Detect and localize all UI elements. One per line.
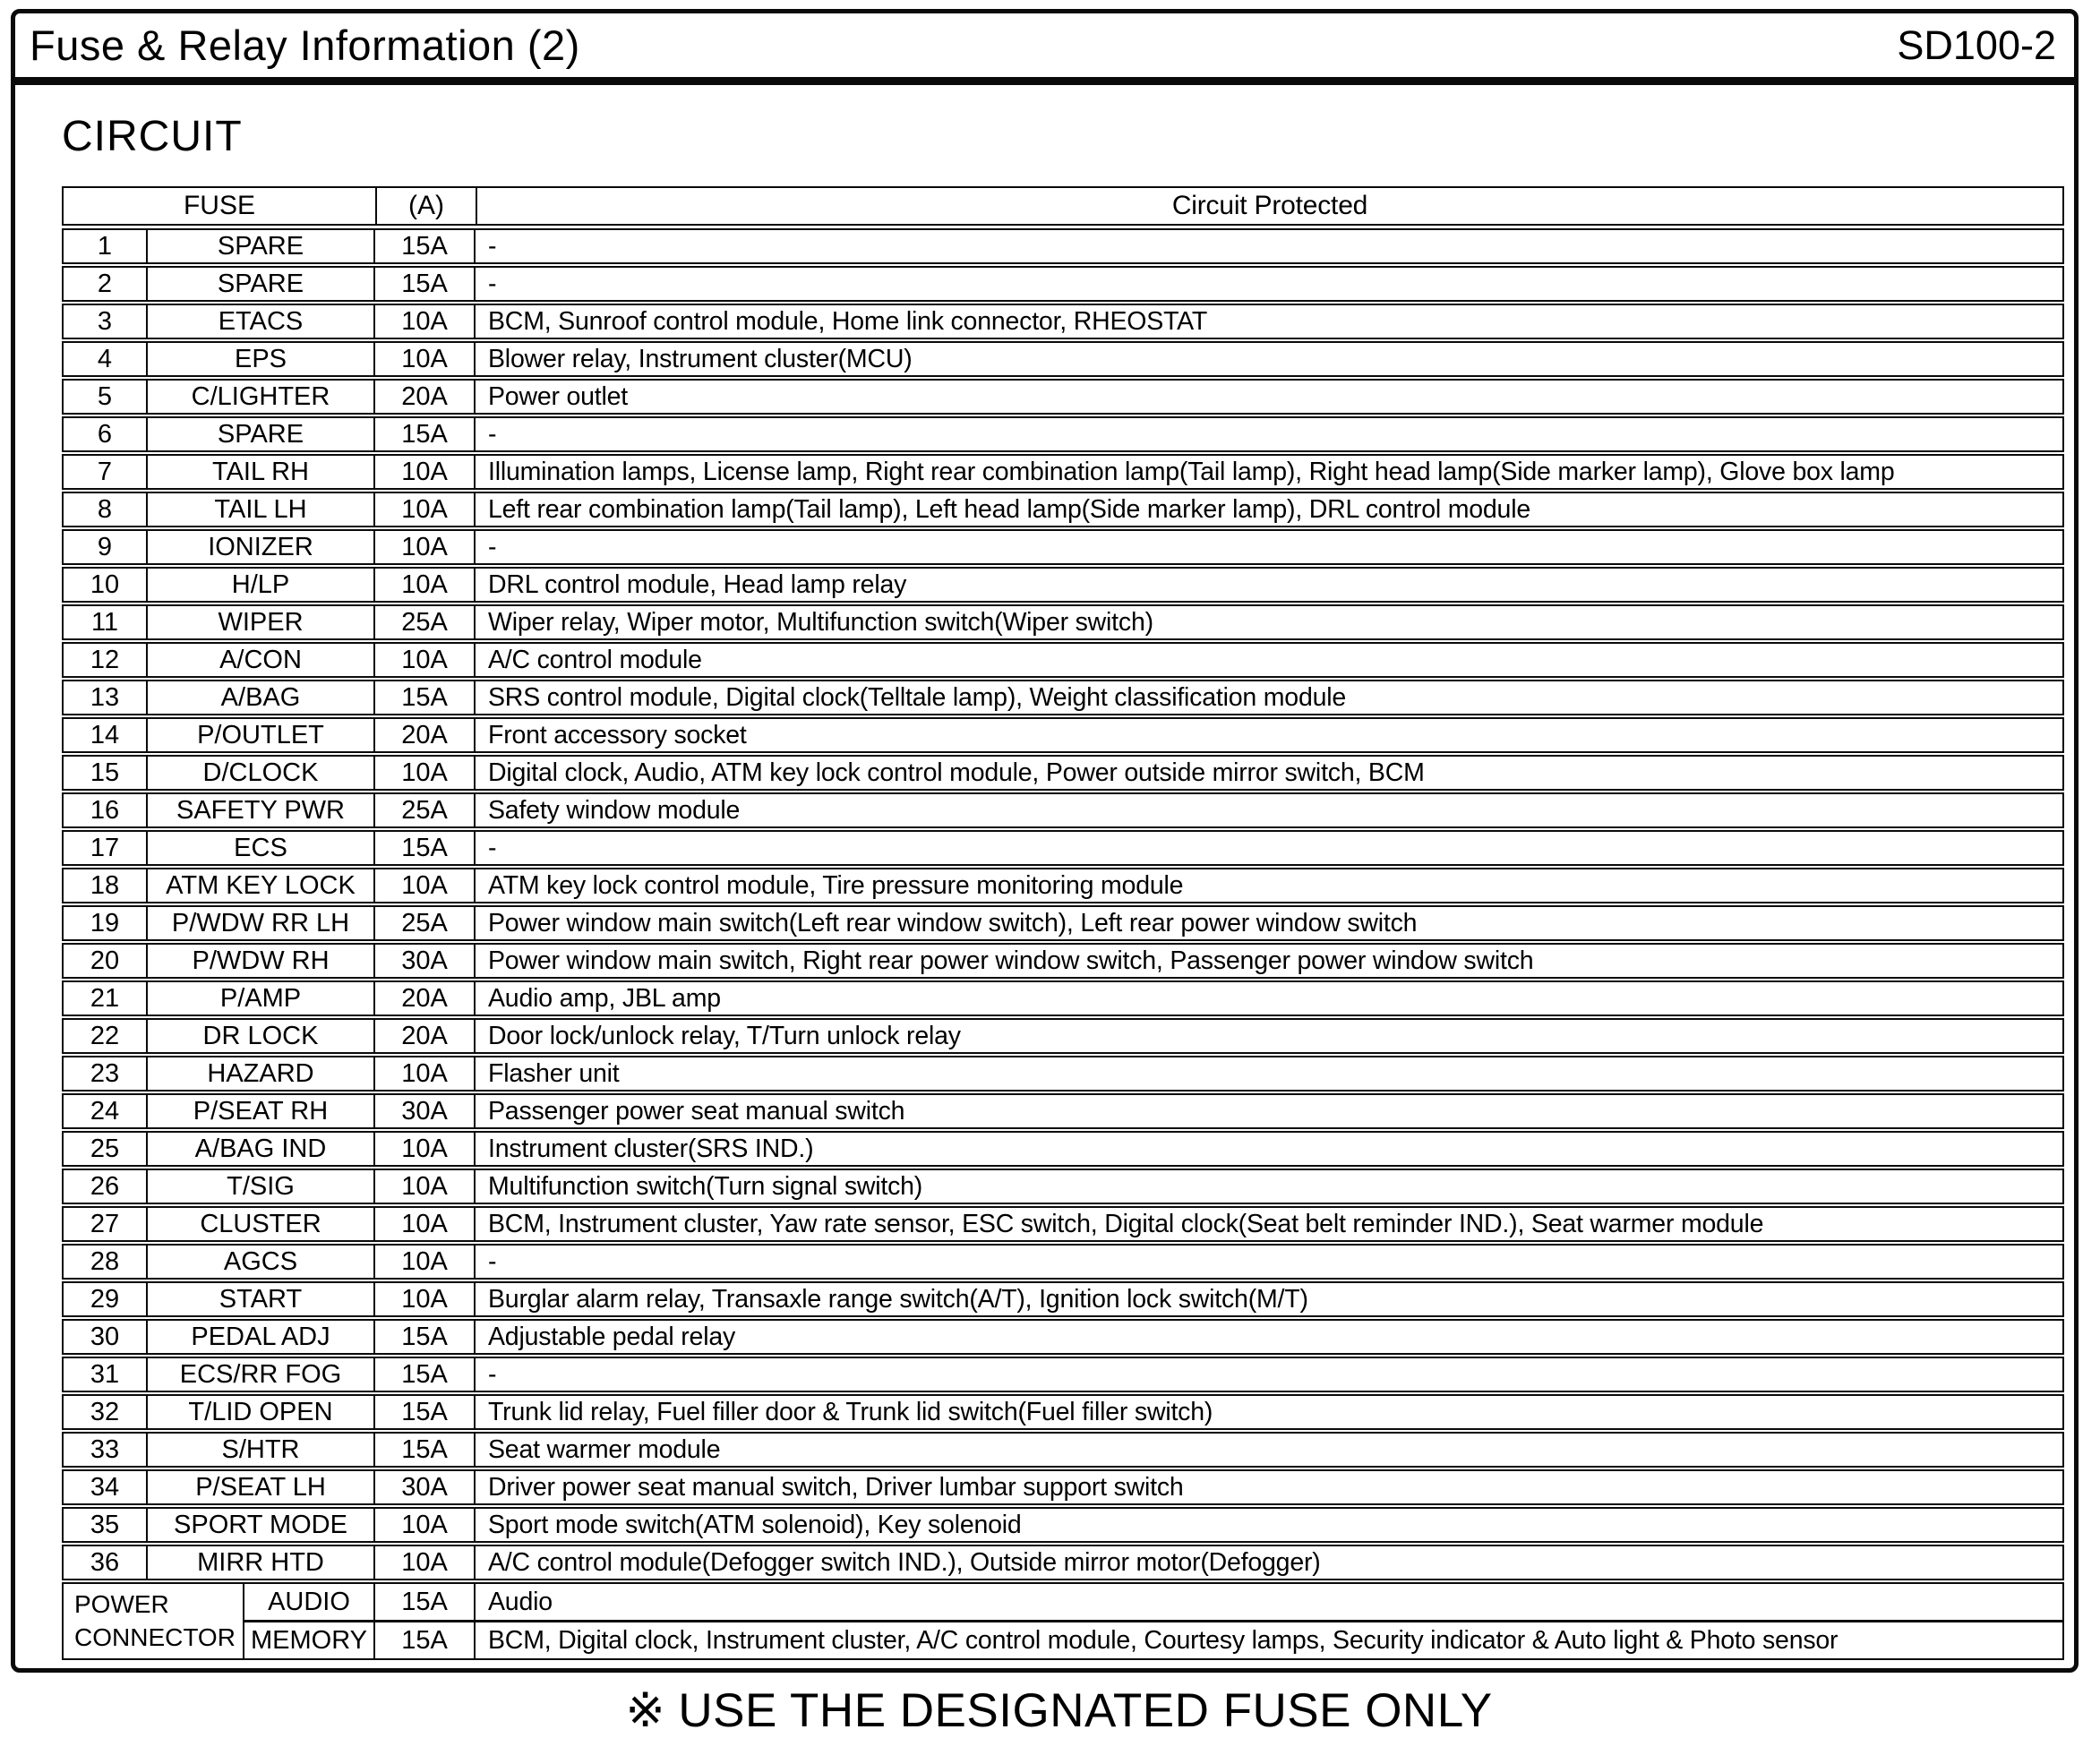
- fuse-amp-cell: 15A: [373, 1584, 474, 1620]
- page-title: Fuse & Relay Information (2): [30, 21, 580, 69]
- fuse-row-31: [62, 1357, 2064, 1392]
- fuse-number-cell: 1: [97, 231, 113, 261]
- fuse-amp-cell: 15A: [373, 230, 474, 262]
- title-bar: [15, 13, 2074, 85]
- fuse-circuit-cell: Audio: [474, 1584, 2062, 1620]
- fuse-row-23: [62, 1056, 2064, 1092]
- fuse-amp-cell: 10A: [373, 644, 474, 676]
- fuse-table: [62, 186, 2064, 1660]
- fuse-circuit-cell: -: [474, 531, 2062, 563]
- fuse-number-cell: 27: [90, 1209, 120, 1238]
- section-heading: CIRCUIT: [62, 113, 243, 160]
- fuse-number-cell: 15: [90, 758, 120, 787]
- fuse-name-cell: P/WDW RH: [146, 945, 373, 977]
- fuse-amp-cell: 10A: [373, 869, 474, 902]
- fuse-name-cell: DR LOCK: [146, 1020, 373, 1052]
- fuse-name-cell: IONIZER: [146, 531, 373, 563]
- fuse-name-cell: A/BAG IND: [146, 1133, 373, 1165]
- fuse-circuit-cell: Front accessory socket: [474, 719, 2062, 751]
- fuse-amp-cell: 10A: [373, 1246, 474, 1278]
- fuse-circuit-cell: Driver power seat manual switch, Driver lumbar support switch: [474, 1471, 2062, 1503]
- fuse-amp-cell: 30A: [373, 1471, 474, 1503]
- fuse-number-cell: 14: [90, 720, 120, 749]
- fuse-row-26: [62, 1169, 2064, 1204]
- fuse-amp-cell: 10A: [373, 343, 474, 375]
- fuse-circuit-cell: -: [474, 832, 2062, 864]
- fuse-number-cell: 4: [97, 344, 113, 373]
- fuse-circuit-cell: Audio amp, JBL amp: [474, 982, 2062, 1015]
- fuse-name-cell: AUDIO: [268, 1587, 350, 1616]
- fuse-circuit-cell: A/C control module(Defogger switch IND.), Outside mirror motor(Defogger): [474, 1546, 2062, 1579]
- fuse-row-32: [62, 1394, 2064, 1430]
- fuse-circuit-cell: Digital clock, Audio, ATM key lock control module, Power outside mirror switch, BCM: [474, 757, 2062, 789]
- fuse-number-cell: 30: [90, 1322, 120, 1351]
- fuse-amp-cell: 10A: [373, 305, 474, 338]
- fuse-number-cell: 33: [90, 1434, 120, 1464]
- fuse-amp-cell: 20A: [373, 381, 474, 413]
- fuse-number-cell: 23: [90, 1058, 120, 1088]
- fuse-number-cell: 5: [97, 381, 113, 411]
- header-amp: (A): [375, 188, 476, 224]
- fuse-row-21: [62, 980, 2064, 1016]
- fuse-amp-cell: 10A: [373, 1546, 474, 1579]
- fuse-name-cell: AGCS: [146, 1246, 373, 1278]
- fuse-circuit-cell: Safety window module: [474, 794, 2062, 826]
- fuse-amp-cell: 10A: [373, 1170, 474, 1203]
- fuse-amp-cell: 15A: [373, 1358, 474, 1391]
- fuse-row-35: [62, 1507, 2064, 1543]
- fuse-circuit-cell: BCM, Sunroof control module, Home link connector, RHEOSTAT: [474, 305, 2062, 338]
- fuse-amp-cell: 10A: [373, 531, 474, 563]
- fuse-circuit-cell: DRL control module, Head lamp relay: [474, 569, 2062, 601]
- fuse-row-9: [62, 529, 2064, 565]
- fuse-amp-cell: 10A: [373, 456, 474, 488]
- fuse-row-17: [62, 830, 2064, 866]
- fuse-name-cell: MIRR HTD: [146, 1546, 373, 1579]
- fuse-amp-cell: 15A: [373, 1622, 474, 1658]
- fuse-number-cell: 21: [90, 983, 120, 1013]
- fuse-amp-cell: 15A: [373, 268, 474, 300]
- fuse-circuit-cell: -: [474, 1358, 2062, 1391]
- fuse-row-6: [62, 416, 2064, 452]
- fuse-amp-cell: 15A: [373, 681, 474, 714]
- fuse-amp-cell: 10A: [373, 1133, 474, 1165]
- fuse-row-13: [62, 680, 2064, 715]
- fuse-name-cell: ECS: [146, 832, 373, 864]
- fuse-row-24: [62, 1093, 2064, 1129]
- doc-code: SD100-2: [1897, 21, 2056, 68]
- fuse-name-cell: A/CON: [146, 644, 373, 676]
- fuse-amp-cell: 10A: [373, 1283, 474, 1315]
- fuse-number-cell: 34: [90, 1472, 120, 1502]
- fuse-row-20: [62, 943, 2064, 979]
- fuse-number-cell: 20: [90, 946, 120, 975]
- fuse-name-cell: S/HTR: [146, 1434, 373, 1466]
- fuse-row-10: [62, 567, 2064, 603]
- fuse-amp-cell: 10A: [373, 757, 474, 789]
- fuse-row-1: [62, 228, 2064, 264]
- fuse-circuit-cell: BCM, Digital clock, Instrument cluster, A/C control module, Courtesy lamps, Security indicator & Auto light & Photo sensor: [474, 1622, 2062, 1658]
- fuse-circuit-cell: Instrument cluster(SRS IND.): [474, 1133, 2062, 1165]
- fuse-circuit-cell: Seat warmer module: [474, 1434, 2062, 1466]
- fuse-name-cell: SPARE: [146, 230, 373, 262]
- fuse-amp-cell: 30A: [373, 945, 474, 977]
- fuse-amp-cell: 25A: [373, 606, 474, 638]
- fuse-circuit-cell: A/C control module: [474, 644, 2062, 676]
- fuse-row-3: [62, 304, 2064, 339]
- fuse-number-cell: 10: [90, 569, 120, 599]
- fuse-amp-cell: 15A: [373, 1434, 474, 1466]
- fuse-name-cell: WIPER: [146, 606, 373, 638]
- fuse-circuit-cell: Wiper relay, Wiper motor, Multifunction switch(Wiper switch): [474, 606, 2062, 638]
- fuse-rows-container: [62, 228, 2064, 1580]
- table-header-row: [62, 186, 2064, 226]
- fuse-circuit-cell: Door lock/unlock relay, T/Turn unlock relay: [474, 1020, 2062, 1052]
- fuse-number-cell: 24: [90, 1096, 120, 1126]
- power-connector-block: [62, 1582, 2064, 1660]
- fuse-number-cell: 19: [90, 908, 120, 937]
- fuse-row-30: [62, 1319, 2064, 1355]
- fuse-number-cell: 6: [97, 419, 113, 449]
- fuse-circuit-cell: Illumination lamps, License lamp, Right rear combination lamp(Tail lamp), Right head lamp(Side marker lamp), Glove box lamp: [474, 456, 2062, 488]
- fuse-number-cell: 36: [90, 1547, 120, 1577]
- fuse-circuit-cell: Sport mode switch(ATM solenoid), Key solenoid: [474, 1509, 2062, 1541]
- fuse-circuit-cell: Blower relay, Instrument cluster(MCU): [474, 343, 2062, 375]
- fuse-row-34: [62, 1469, 2064, 1505]
- fuse-circuit-cell: Flasher unit: [474, 1057, 2062, 1090]
- fuse-number-cell: 11: [90, 607, 119, 637]
- fuse-name-cell: EPS: [146, 343, 373, 375]
- fuse-name-cell: ECS/RR FOG: [146, 1358, 373, 1391]
- fuse-name-cell: T/SIG: [146, 1170, 373, 1203]
- fuse-number-cell: 22: [90, 1021, 120, 1050]
- fuse-name-cell: SAFETY PWR: [146, 794, 373, 826]
- manual-page: [11, 9, 2079, 1737]
- fuse-circuit-cell: Trunk lid relay, Fuel filler door & Trunk lid switch(Fuel filler switch): [474, 1396, 2062, 1428]
- fuse-number-cell: 8: [97, 494, 113, 524]
- fuse-amp-cell: 25A: [373, 794, 474, 826]
- fuse-row-22: [62, 1018, 2064, 1054]
- fuse-number-cell: 32: [90, 1397, 120, 1426]
- fuse-name-cell: HAZARD: [146, 1057, 373, 1090]
- fuse-amp-cell: 10A: [373, 1208, 474, 1240]
- fuse-number-cell: 26: [90, 1171, 120, 1201]
- fuse-name-cell: H/LP: [146, 569, 373, 601]
- fuse-number-cell: 25: [90, 1134, 120, 1163]
- fuse-amp-cell: 15A: [373, 1321, 474, 1353]
- fuse-row-5: [62, 379, 2064, 415]
- fuse-circuit-cell: -: [474, 230, 2062, 262]
- fuse-amp-cell: 25A: [373, 907, 474, 939]
- fuse-name-cell: P/SEAT RH: [146, 1095, 373, 1127]
- fuse-name-cell: SPARE: [146, 418, 373, 450]
- fuse-number-cell: 9: [97, 532, 113, 561]
- fuse-amp-cell: 20A: [373, 982, 474, 1015]
- fuse-number-cell: 13: [90, 682, 120, 712]
- fuse-circuit-cell: -: [474, 418, 2062, 450]
- fuse-amp-cell: 15A: [373, 832, 474, 864]
- fuse-number-cell: 16: [90, 795, 120, 825]
- fuse-name-cell: P/AMP: [146, 982, 373, 1015]
- fuse-amp-cell: 10A: [373, 1057, 474, 1090]
- fuse-name-cell: P/SEAT LH: [146, 1471, 373, 1503]
- fuse-circuit-cell: Power window main switch(Left rear window switch), Left rear power window switch: [474, 907, 2062, 939]
- fuse-amp-cell: 20A: [373, 1020, 474, 1052]
- fuse-number-cell: 35: [90, 1510, 120, 1539]
- power-connector-rows: [243, 1584, 2062, 1658]
- fuse-circuit-cell: Left rear combination lamp(Tail lamp), Left head lamp(Side marker lamp), DRL control module: [474, 493, 2062, 526]
- fuse-name-cell: TAIL RH: [146, 456, 373, 488]
- fuse-circuit-cell: BCM, Instrument cluster, Yaw rate sensor, ESC switch, Digital clock(Seat belt reminder IND.), Seat warmer module: [474, 1208, 2062, 1240]
- fuse-number-cell: 17: [90, 833, 120, 862]
- power-connector-row-memory: [244, 1622, 2062, 1658]
- fuse-name-cell: START: [146, 1283, 373, 1315]
- power-connector-label: POWER CONNECTOR: [74, 1590, 236, 1651]
- fuse-row-36: [62, 1545, 2064, 1580]
- fuse-name-cell: TAIL LH: [146, 493, 373, 526]
- fuse-row-27: [62, 1206, 2064, 1242]
- fuse-number-cell: 12: [90, 645, 120, 674]
- fuse-row-25: [62, 1131, 2064, 1167]
- fuse-name-cell: C/LIGHTER: [146, 381, 373, 413]
- fuse-name-cell: T/LID OPEN: [146, 1396, 373, 1428]
- fuse-circuit-cell: Power window main switch, Right rear power window switch, Passenger power window switch: [474, 945, 2062, 977]
- fuse-row-11: [62, 604, 2064, 640]
- fuse-number-cell: 3: [97, 306, 113, 336]
- fuse-amp-cell: 15A: [373, 418, 474, 450]
- fuse-row-19: [62, 905, 2064, 941]
- fuse-row-12: [62, 642, 2064, 678]
- fuse-row-4: [62, 341, 2064, 377]
- fuse-amp-cell: 15A: [373, 1396, 474, 1428]
- fuse-circuit-cell: -: [474, 1246, 2062, 1278]
- fuse-row-28: [62, 1244, 2064, 1280]
- fuse-name-cell: CLUSTER: [146, 1208, 373, 1240]
- fuse-name-cell: MEMORY: [251, 1625, 367, 1655]
- fuse-row-15: [62, 755, 2064, 791]
- reference-mark-icon: ※: [625, 1684, 666, 1737]
- fuse-name-cell: P/OUTLET: [146, 719, 373, 751]
- fuse-circuit-cell: Passenger power seat manual switch: [474, 1095, 2062, 1127]
- power-connector-row-audio: [244, 1584, 2062, 1622]
- footer-note-text: USE THE DESIGNATED FUSE ONLY: [678, 1684, 1493, 1737]
- fuse-number-cell: 2: [97, 269, 113, 298]
- fuse-name-cell: D/CLOCK: [146, 757, 373, 789]
- fuse-row-2: [62, 266, 2064, 302]
- fuse-circuit-cell: Power outlet: [474, 381, 2062, 413]
- fuse-number-cell: 31: [90, 1359, 120, 1389]
- fuse-row-16: [62, 792, 2064, 828]
- fuse-circuit-cell: SRS control module, Digital clock(Telltale lamp), Weight classification module: [474, 681, 2062, 714]
- fuse-circuit-cell: -: [474, 268, 2062, 300]
- fuse-name-cell: SPARE: [146, 268, 373, 300]
- fuse-circuit-cell: ATM key lock control module, Tire pressure monitoring module: [474, 869, 2062, 902]
- fuse-row-7: [62, 454, 2064, 490]
- fuse-number-cell: 28: [90, 1246, 120, 1276]
- fuse-row-33: [62, 1432, 2064, 1468]
- fuse-amp-cell: 30A: [373, 1095, 474, 1127]
- header-circuit-protected: Circuit Protected: [476, 188, 2062, 224]
- fuse-amp-cell: 10A: [373, 1509, 474, 1541]
- fuse-amp-cell: 10A: [373, 493, 474, 526]
- fuse-row-29: [62, 1281, 2064, 1317]
- fuse-circuit-cell: Adjustable pedal relay: [474, 1321, 2062, 1353]
- fuse-circuit-cell: Multifunction switch(Turn signal switch): [474, 1170, 2062, 1203]
- fuse-row-8: [62, 492, 2064, 527]
- header-fuse: FUSE: [183, 191, 255, 220]
- fuse-name-cell: A/BAG: [146, 681, 373, 714]
- fuse-amp-cell: 10A: [373, 569, 474, 601]
- fuse-name-cell: ATM KEY LOCK: [146, 869, 373, 902]
- fuse-number-cell: 18: [90, 870, 120, 900]
- fuse-name-cell: ETACS: [146, 305, 373, 338]
- fuse-amp-cell: 20A: [373, 719, 474, 751]
- footer-note: [62, 1683, 2056, 1738]
- fuse-row-14: [62, 717, 2064, 753]
- fuse-row-18: [62, 868, 2064, 903]
- fuse-name-cell: PEDAL ADJ: [146, 1321, 373, 1353]
- fuse-name-cell: P/WDW RR LH: [146, 907, 373, 939]
- fuse-circuit-cell: Burglar alarm relay, Transaxle range switch(A/T), Ignition lock switch(M/T): [474, 1283, 2062, 1315]
- fuse-name-cell: SPORT MODE: [146, 1509, 373, 1541]
- fuse-number-cell: 7: [97, 457, 113, 486]
- page-content: [15, 112, 2074, 1738]
- fuse-number-cell: 29: [90, 1284, 120, 1314]
